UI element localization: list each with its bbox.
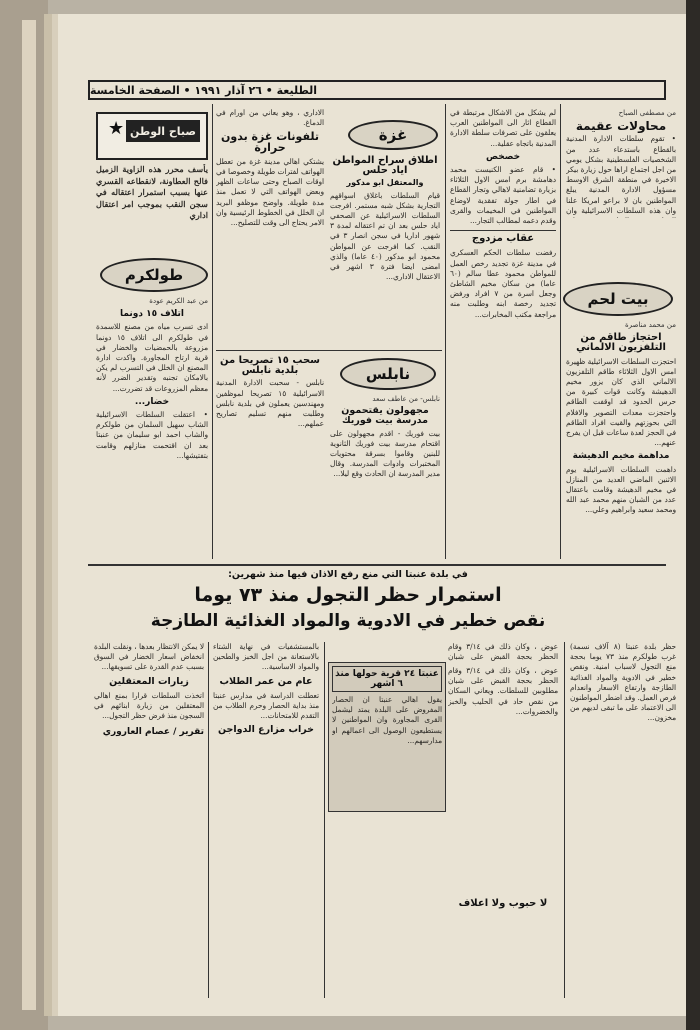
lower-column-mid-right: عوض ، وكان ذلك في ٣/١٤ وقام الحظر بحجة القبض على شبان: [448, 642, 558, 662]
subheadline: خضار...: [134, 396, 170, 407]
page-header: الطليعة • ٢٦ آذار ١٩٩١ • الصفحة الخامسة: [88, 80, 666, 100]
star-icon: ★: [108, 118, 125, 139]
column-nablus-2: [216, 354, 324, 558]
byline: من محمد مناصرة: [625, 321, 676, 329]
subheadline: عام من عمر الطلاب: [219, 675, 313, 687]
subheadline: عقاب مزدوج: [450, 230, 556, 244]
article-text: قيام السلطات باغلاق اسواقهم التجارية بشكل شبه مستمر. افرجت السلطات الاسرائيلية عن الصحفي اياد حلس بعد ان تم اعتقاله لمدة ٣ شهور اداريا في سجن انصار ٣ في النقب. كما افرجت عن المواطن محمود ابو مدكور (٤٠ عاما) والذي امضى ايضا فترة ٣ اشهر في الاعتقال الاداري...: [330, 190, 440, 282]
column-rule: [212, 104, 213, 559]
page-edge: [686, 0, 700, 1030]
column-right-top: [566, 108, 676, 218]
column-rule: [208, 642, 209, 998]
article-text-3: رفضت سلطات الحكم العسكري في مدينة غزة تجديد رخص العمل للمواطن محمود عطا سالم (٦٠ عاما) من سكان مخيم الشاطئ وجعل اسرة من ٧ افراد ورفض تجديد رخصة ابنه وطلبت منه مراجعة مكتب المخابرات...: [450, 248, 556, 319]
byline: نابلس- من عاطف سعد: [372, 395, 440, 403]
headline: محاولات عقيمة: [575, 119, 667, 134]
column-rule: [324, 642, 325, 998]
column-rule: [445, 104, 446, 559]
newspaper-page: [58, 14, 686, 1016]
article-text: احتجزت السلطات الاسرائيلية ظهيرة امس الاول الثلاثاء طاقم التلفزيون الالماني الذي كان يزور مخيم الدهيشة وكانت قوات كبيرة من حرس الحدود قد اوقفت الطاقم واحتجزت معدات التصوير والافلام التي بحوزتهم والقيت افراد الطاقم في الحجز لعدة ساعات قبل ان يفرج عنهم...: [566, 356, 676, 448]
section-badge-bethlehem: بيت لحم: [563, 282, 673, 316]
column-gaza: [330, 154, 440, 354]
article-text: • تقوم سلطات الادارة المدنية بالقطاع باستدعاء عدد من الشخصيات الفلسطينية بشكل يومي من اجل اجتماع اراها حول زيارة بيكر الاخيرة في منطقة الشرق الاوسط مسؤول الادارة المدنية يبلغ المواطنين بان لا براعو امريكا علنا وان هذه السلطات الاسرائيلية وان: [566, 134, 676, 215]
book-binding: [0, 0, 48, 1030]
headline: اتلاف ١٥ دونما: [119, 309, 185, 320]
subheadline: خراب مزارع الدواجن: [217, 724, 315, 736]
subheadline: مداهمة مخيم الدهيشة: [572, 451, 670, 462]
column-gaza-mid: [450, 108, 556, 558]
headline: تلفونات غزة بدون حرارة: [221, 130, 319, 154]
main-headline-2: نقص خطير في الادوية والمواد الغذائية الطازجة: [150, 611, 546, 631]
byline: من مصطفى الصباح: [618, 109, 676, 117]
headline: سحب ١٥ تصريحا من بلدية نابلس: [219, 355, 321, 377]
article-text: لا يمكن الانتظار بعدها ، ونقلت البلدة انخفاض اسعار الخضار في السوق بسبب عدم القدرة على تسويقها...: [94, 642, 204, 672]
section-rule: [216, 350, 442, 351]
column-tulkarm: [96, 296, 208, 558]
article-text: بالمستشفيات في نهاية الشتاء بالاستعانة من اجل الخبز والطحين والمواد الاساسية...: [213, 642, 319, 672]
article-text-2: • قام عضو الكنيست محمد دهامشة برم امس الاول الثلاثاء بزيارة تضامنية لاهالي وتجار القطاع في اطار جولة تفقدية لاوضاع المواطنين في المخيمات والقرى وقدم دعمه لمطالب التجار...: [450, 165, 556, 226]
article-text: يشتكي اهالي مدينة غزة من تعطل الهواتف لفترات طويلة وخصوصا في اوقات الصباح وحتى ساعات الظهر وبعض الهواتف التي لا تعمل منذ مدة طويلة. واوضح موظفو البريد ان الخلل في الخطوط الرئيسية وان الامر يحتاج الى وقت للتصليح...: [216, 156, 324, 228]
column-phones: [216, 108, 324, 348]
subheadline: والمعتقل ابو مدكور: [346, 178, 424, 188]
article-text: ادى تسرب مياه من مصنع للاسمدة في طولكرم الى اتلاف ١٥ دونما مزروعة بالحمضيات والخضار في قرية ارتاح المجاورة. واكدت ادارة المصنع ان الخلل في التسرب لم يكن بالامكان تجنبه وتقدير الضرر لأنه معظم المزروعات قد تضررت...: [96, 322, 208, 393]
section-rule: [88, 564, 666, 566]
section-badge-gaza: غزة: [348, 120, 438, 150]
subheadline-no-grains: لا حبوب ولا اعلاف: [458, 898, 548, 909]
article-text: لم يشكل من الاشكال مرتبطة في القطاع اثار الى المواطنين العرب يعلقون على تصرفات سلطة الادارة المدنية باتجاه عقلية...: [450, 108, 556, 148]
byline: من عبد الكريم عودة: [149, 297, 208, 305]
sidebar-box: [328, 662, 446, 812]
main-headline: استمرار حظر التجول منذ ٧٣ يوما: [194, 584, 502, 606]
headline: اطلاق سراح المواطن اياد حلس: [332, 155, 438, 177]
signature: تقرير / عصام العاروري: [102, 727, 204, 738]
lower-column-left: [94, 642, 204, 998]
logo-text: صباح الوطن: [126, 120, 200, 142]
lower-column-right: حظر بلدة عنبتا (٨ آلاف نسمة) غرب طولكرم منذ ٧٣ يوما بحجة منع التجول لاسباب امنية. ونقص خطير في الادوية والمواد الغذائية الطازجة وارتفاع الاسعار وانعدام فرص العمل. وقد اضطر المواطنون الى الاعتماد على ما تبقى لديهم من مخزون...: [570, 642, 676, 723]
lower-column-mid-right-2: عوض ، وكان ذلك في ٣/١٤ وقام الحظر بحجة القبض على شبان مطلوبين للسلطات. ويعاني السكان من نقص حاد في الحليب والخبز والخضروات...: [448, 666, 558, 716]
column-nablus: [330, 394, 440, 558]
article-text-2: اتخذت السلطات قرارا بمنع اهالي المعتقلين من زيارة ابنائهم في السجون منذ فرض حظر التجول...: [94, 690, 204, 721]
article-text-2: داهمت السلطات الاسرائيلية يوم الاثنين الماضي العديد من المنازل في مخيم الدهيشة وقامت باعتقال عدد من الشبان منهم محمد عبد الله ومحمد سعيد وابراهيم وعلي...: [566, 464, 676, 515]
column-bethlehem: [566, 320, 676, 560]
headline: احتجاز طاقم من التلفزيون الالماني: [576, 332, 666, 354]
sidebar-title: عنبتا ٢٤ قرية حولها منذ ٦ اشهر: [332, 666, 442, 692]
editor-note: يأسف محرر هذه الزاوية الزميل فالح العطاونة، لانقطاعه القسري عنها بسبب استمرار اعتقاله في سجن النقب بموجب امر اعتقال اداري: [96, 164, 208, 220]
article-text: بيت فوريك - اقدم مجهولون على اقتحام مدرسة بيت فوريك الثانوية للبنين وقاموا بسرقة محتويات المختبرات وادوات المدرسة. وقال مدير المدرسة ان الحادث وقع ليلا...: [330, 428, 440, 479]
section-badge-nablus: نابلس: [340, 358, 436, 390]
subheadline: زيارات المعتقلين: [109, 675, 189, 687]
column-rule: [560, 104, 561, 559]
subheadline: خصخص: [485, 151, 521, 162]
article-text: نابلس - سحبت الادارة المدنية الاسرائيلية ١٥ تصريحا لموظفين ومهندسين يعملون في بلدية نابلس وطلبت منهم تسليم تصاريح عملهم...: [216, 378, 324, 429]
article-text-2: • اعتقلت السلطات الاسرائيلية الشاب سهيل السلمان من طولكرم والشاب احمد ابو سليمان من عنبتا بعد ان اقتحمت منازلهم وقامت بتفتيشها...: [96, 410, 208, 460]
section-badge-tulkarm: طولكرم: [100, 258, 208, 292]
column-rule: [564, 642, 565, 998]
lower-column-mid: [213, 642, 319, 998]
intro-text: الاداري ، وهو يعاني من اورام في الدماغ.: [216, 108, 324, 128]
article-text-2: تعطلت الدراسة في مدارس عنبتا منذ بداية الحصار وحرم الطلاب من التقدم للامتحانات...: [213, 690, 319, 721]
headline: مجهولون يقتحمون مدرسة بيت فوريك: [341, 405, 429, 427]
column-logo: [96, 112, 208, 160]
sidebar-text: يقول اهالي عنبتا ان الحصار المفروض على البلدة يمتد ليشمل القرى المجاورة وان المواطنين لا يستطيعون الوصول الى اعمالهم او مدارسهم...: [332, 695, 442, 745]
kicker: في بلدة عنبتا التي منع رفع الاذان فيها منذ شهرين:: [228, 569, 468, 580]
